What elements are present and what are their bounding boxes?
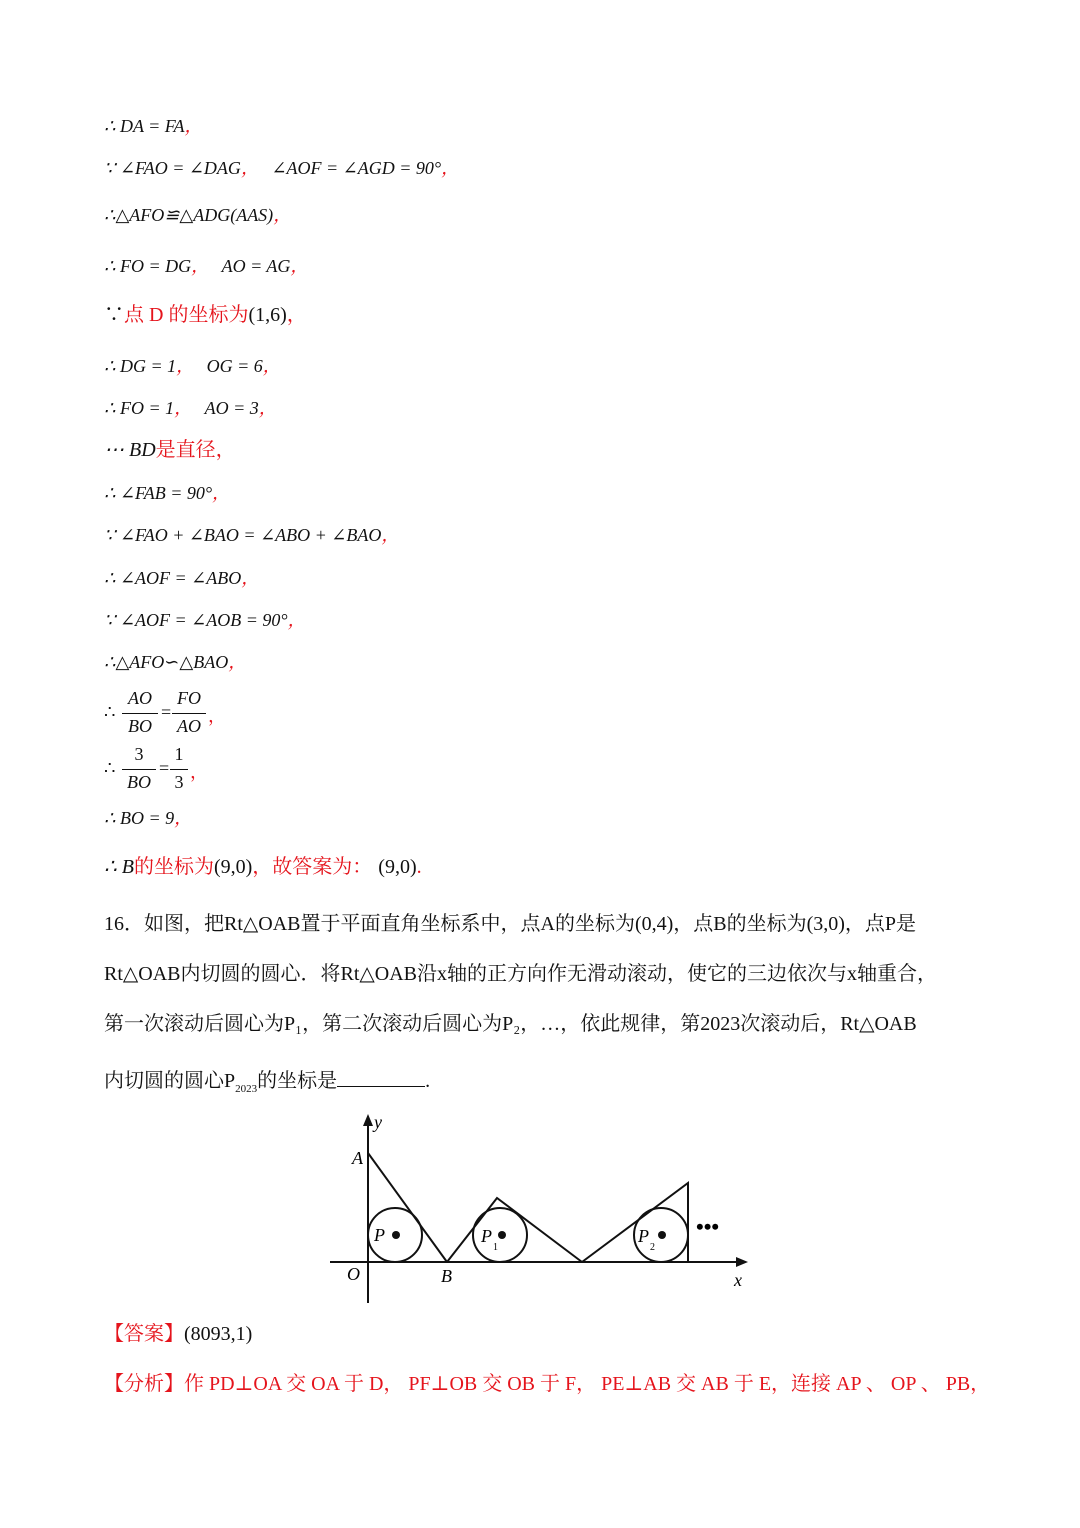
y-axis-arrow-icon bbox=[363, 1114, 373, 1126]
step-line-1: ∴ DA = FA， bbox=[104, 116, 203, 136]
label-p1: P bbox=[481, 1226, 492, 1246]
analysis-line bbox=[104, 1372, 990, 1396]
step-line-12: ∵ ∠AOF = ∠AOB = 90°， bbox=[104, 610, 306, 630]
step-line-4: ∴ FO = DG， AO = AG， bbox=[104, 256, 309, 276]
fraction-line-2: ∴ 3 BO = 1 3 ， bbox=[104, 744, 208, 792]
step-line-3: ∴△AFO≌△ADG(AAS)， bbox=[104, 205, 292, 225]
label-x: x bbox=[734, 1270, 742, 1290]
answer-value: (8093,1) bbox=[184, 1323, 253, 1345]
label-p: P bbox=[374, 1225, 385, 1245]
problem16-line-3: 第一次滚动后圆心为P₁，第二次滚动后圆心为P₂，…，依此规律，第2023次滚动后，Rt△OAB bbox=[104, 1013, 917, 1035]
label-y: y bbox=[374, 1112, 382, 1132]
step-line-13: ∴△AFO∽△BAO， bbox=[104, 652, 247, 672]
step-line-8: ⋯ BD是直径， bbox=[104, 439, 236, 461]
answer-label: 【答案】 bbox=[104, 1323, 184, 1345]
answer-blank bbox=[337, 1068, 425, 1087]
step-line-9: ∴ ∠FAB = 90°， bbox=[104, 483, 231, 503]
problem16-line-1: 16．如图，把Rt△OAB置于平面直角坐标系中，点A的坐标为(0,4)，点B的坐标为(3,0)，点P是 bbox=[104, 913, 917, 935]
fraction-line-1: ∴ AO BO = FO AO ， bbox=[104, 688, 226, 736]
rolling-triangle-figure bbox=[320, 1108, 760, 1308]
label-o: O bbox=[347, 1264, 360, 1284]
label-p1-sub: 1 bbox=[493, 1242, 498, 1253]
bo-line: ∴ BO = 9， bbox=[104, 808, 193, 828]
step-line-7: ∴ FO = 1， AO = 3， bbox=[104, 398, 277, 418]
analysis-label: 【分析】 bbox=[104, 1373, 184, 1395]
continuation-dots: ••• bbox=[696, 1214, 720, 1239]
label-p2-sub: 2 bbox=[650, 1242, 655, 1253]
x-axis-arrow-icon bbox=[736, 1257, 748, 1267]
center-dot-p bbox=[392, 1231, 400, 1239]
triangle-oab bbox=[368, 1153, 447, 1262]
step-line-5: ∵点 D 的坐标为(1,6)， bbox=[104, 304, 307, 326]
center-dot-p2 bbox=[658, 1231, 666, 1239]
step-line-2: ∵ ∠FAO = ∠DAG， ∠AOF = ∠AGD = 90°， bbox=[104, 158, 460, 178]
answer-line bbox=[104, 1322, 252, 1346]
step-line-11: ∴ ∠AOF = ∠ABO， bbox=[104, 568, 260, 588]
triangle-rolled-1 bbox=[447, 1198, 582, 1262]
analysis-text: 作 PD⊥OA 交 OA 于 D， PF⊥OB 交 OB 于 F， PE⊥AB 交 AB 于 E，连接 AP 、 OP 、 PB， bbox=[184, 1373, 991, 1395]
step-line-6: ∴ DG = 1， OG = 6， bbox=[104, 356, 281, 376]
label-a: A bbox=[352, 1148, 363, 1168]
label-p2: P bbox=[638, 1226, 649, 1246]
triangle-rolled-2 bbox=[582, 1183, 688, 1262]
conclusion-line: ∴ B的坐标为(9,0)，故答案为： (9,0). bbox=[104, 856, 422, 878]
problem16-line-2: Rt△OAB内切圆的圆心．将Rt△OAB沿x轴的正方向作无滑动滚动，使它的三边依次与x轴重合， bbox=[104, 963, 938, 985]
center-dot-p1 bbox=[498, 1231, 506, 1239]
step-line-10: ∵ ∠FAO + ∠BAO = ∠ABO + ∠BAO， bbox=[104, 525, 400, 545]
label-b: B bbox=[441, 1266, 452, 1286]
problem16-line-4: 内切圆的圆心$P_{2023}$的坐标是 . bbox=[104, 1070, 431, 1095]
